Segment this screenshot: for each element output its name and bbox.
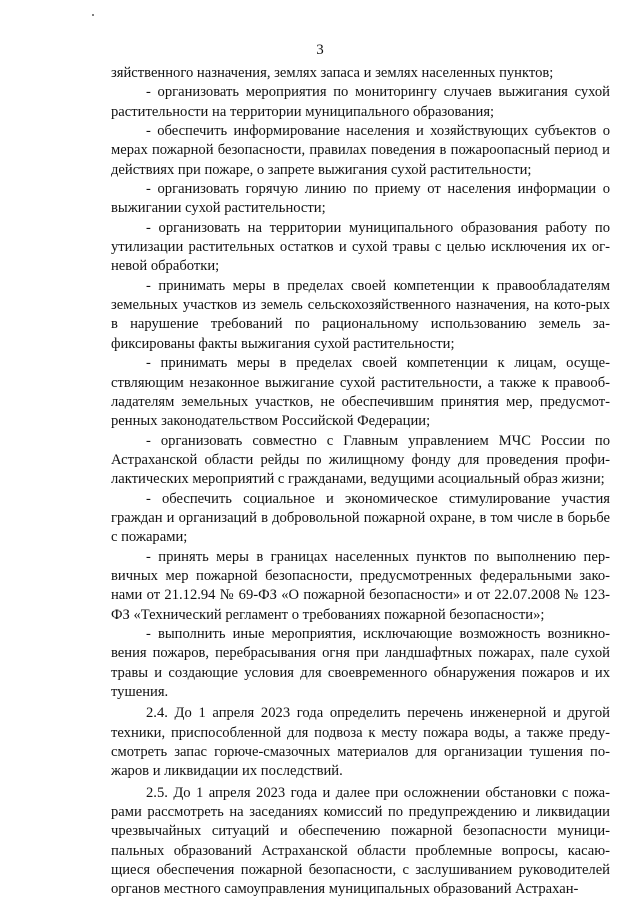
paragraph: - организовать мероприятия по мониторингу случаев выжигания сухой растительности на территории муниципального образования;: [111, 84, 610, 120]
page-number: 3: [316, 42, 324, 58]
paragraph: - организовать на территории муниципального образования работу по утилизации растительных остатков и сухой травы с целью исключения их ог-невой обработки;: [111, 219, 610, 275]
paragraph: - обеспечить социальное и экономическое стимулирование участия граждан и организаций в добровольной пожарной охране, в том числе в борьбе с пожарами;: [111, 490, 610, 546]
paragraph: - организовать совместно с Главным управлением МЧС России по Астраханской области рейды по жилищному фонду для проведения профи-лактических мероприятий с гражданами, ведущими асоциальный образ жизни;: [111, 432, 610, 488]
paragraph: зяйственного назначения, землях запаса и землях населенных пунктов;: [111, 65, 554, 81]
scan-speck: [92, 14, 94, 16]
paragraph: - обеспечить информирование населения и хозяйствующих субъектов о мерах пожарной безопасности, правилах поведения в пожароопасный период и действиях при пожаре, о запрете выжигания сухой растительности;: [111, 123, 610, 178]
paragraph: - принимать меры в пределах своей компетенции к правообладателям земельных участков из земель сельскохозяйственного назначения, на кото-рых в нарушение требований по рациональному использованию земель за-фиксированы факты выжигания сухой растительности;: [111, 277, 610, 352]
paragraph: - принимать меры в пределах своей компетенции к лицам, осуще-ствляющим незаконное выжигание сухой растительности, а также к правооб-ладателям земельных участков, не обеспечившим принятия мер, предусмот-ренных законодательством Российской Федерации;: [111, 355, 610, 430]
paragraph: - организовать горячую линию по приему от населения информации о выжигании сухой растительности;: [111, 181, 610, 217]
paragraph: - выполнить иные мероприятия, исключающие возможность возникно-вения пожаров, перебрасывания огня при ландшафтных пожарах, пале сухой травы и создающие условия для своевременного обнаружения пожаров и их тушения.: [111, 625, 610, 700]
document-body: [111, 64, 610, 900]
paragraph: 2.5. До 1 апреля 2023 года и далее при осложнении обстановки с пожа-рами рассмотреть на заседаниях комиссий по предупреждению и ликвидации чрезвычайных ситуаций и обеспечению пожарной безопасности муници-пальных образований Астраханской области проблемные вопросы, касаю-щиеся обеспечения пожарной безопасности, с заслушиванием руководителей органов местного самоуправления муниципальных образований Астрахан-: [111, 784, 610, 898]
paragraph: - принять меры в границах населенных пунктов по выполнению пер-вичных мер пожарной безопасности, предусмотренных федеральными зако-нами от 21.12.94 № 69-ФЗ «О пожарной безопасности» и от 22.07.2008 № 123-ФЗ «Технический регламент о требованиях пожарной безопасности»;: [111, 548, 610, 623]
paragraph: 2.4. До 1 апреля 2023 года определить перечень инженерной и другой техники, приспособленной для подвоза к месту пожара воды, а также преду-смотреть запас горюче-смазочных материалов для организации тушения по-жаров и ликвидации их последствий.: [111, 705, 610, 780]
